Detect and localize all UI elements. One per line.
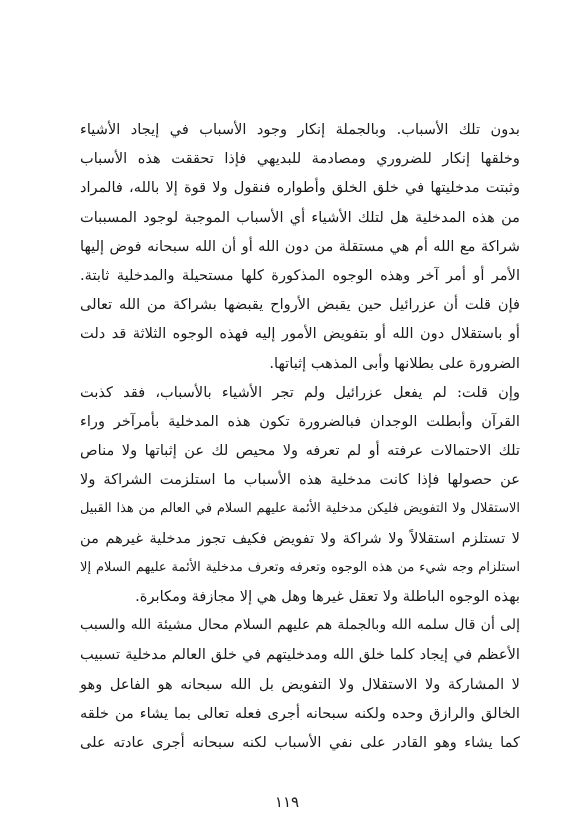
page-number: ١١٩: [274, 793, 300, 811]
text-line: الأمر أو أمر آخر وهذه الوجوه المذكورة كلها مستحيلة والمدخلية ثابتة.: [80, 266, 520, 284]
text-line: وثبتت مدخليتها في خلق الخلق وأطواره فنقول ولا قوة إلا بالله، فالمراد: [80, 179, 520, 197]
text-line: لا تستلزم استقلالاً ولا شراكة ولا تفويض فكيف تجوز مدخلية غيرهم من: [80, 529, 520, 547]
text-line: إلى أن قال سلمه الله وبالجملة هم عليهم السلام محال مشيئة الله والسبب: [80, 617, 520, 634]
text-line: الاستقلال ولا التفويض فليكن مدخلية الأئمة عليهم السلام في العالم من هذا القبيل: [80, 501, 520, 517]
text-line: عن حصولها فإذا كانت مدخلية هذه الأسباب ما استلزمت الشراكة ولا: [80, 471, 520, 489]
text-line: الأعظم في إيجاد كلما خلق الله ومدخليتهم في خلق العالم مدخلية تسبيب: [80, 646, 520, 664]
text-line: فإن قلت أن عزرائيل حين يقبض الأرواح يقبضها بشراكة من الله تعالى: [80, 296, 520, 314]
text-line: كما يشاء وهو القادر على نفي الأسباب لكنه سبحانه أجرى عادته على: [80, 733, 520, 751]
text-line: القرآن وأبطلت الوجدان فبالضرورة تكون هذه المدخلية بأمرآخر وراء: [80, 412, 520, 430]
text-line: بهذه الوجوه الباطلة ولا تعقل غيرها وهل هي إلا مجازفة ومكابرة.: [135, 588, 520, 605]
text-line: من هذه المدخلية هل لتلك الأشياء أي الأسباب الموجبة لوجود المسببات: [80, 208, 520, 226]
text-line: وإن قلت: لم يفعل عزرائيل ولم تجر الأشياء بالأسباب، فقد كذبت: [80, 383, 520, 401]
text-line: شراكة مع الله أم هي مستقلة من دون الله أو أن الله سبحانه فوض إليها: [80, 237, 520, 255]
text-line: الضرورة على بطلانها وأبى المذهب إثباتها.: [269, 354, 520, 372]
text-line: استلزام وجه شيء من هذه الوجوه وتعرفه وتعرف مدخلية الأئمة عليهم السلام إلا: [80, 559, 520, 575]
body-text: [80, 115, 520, 757]
text-line: لا المشاركة ولا الاستقلال ولا التفويض بل الله سبحانه هو الفاعل وهو: [80, 675, 520, 693]
text-line: أو باستقلال دون الله أو بتفويض الأمور إليه فهذه الوجوه الثلاثة قد دلت: [80, 325, 520, 343]
text-line: الخالق والرازق وحده ولكنه سبحانه أجرى فعله تعالى بما يشاء من خلقه: [80, 704, 520, 722]
text-line: بدون تلك الأسباب. وبالجملة إنكار وجود الأسباب في إيجاد الأشياء: [80, 121, 520, 138]
text-line: وخلقها إنكار للضروري ومصادمة للبديهي فإذا تحققت هذه الأسباب: [80, 150, 520, 168]
text-line: تلك الاحتمالات عرفته أو لم تعرفه ولا محيص لك عن إثباتها ولا مناص: [80, 442, 520, 460]
